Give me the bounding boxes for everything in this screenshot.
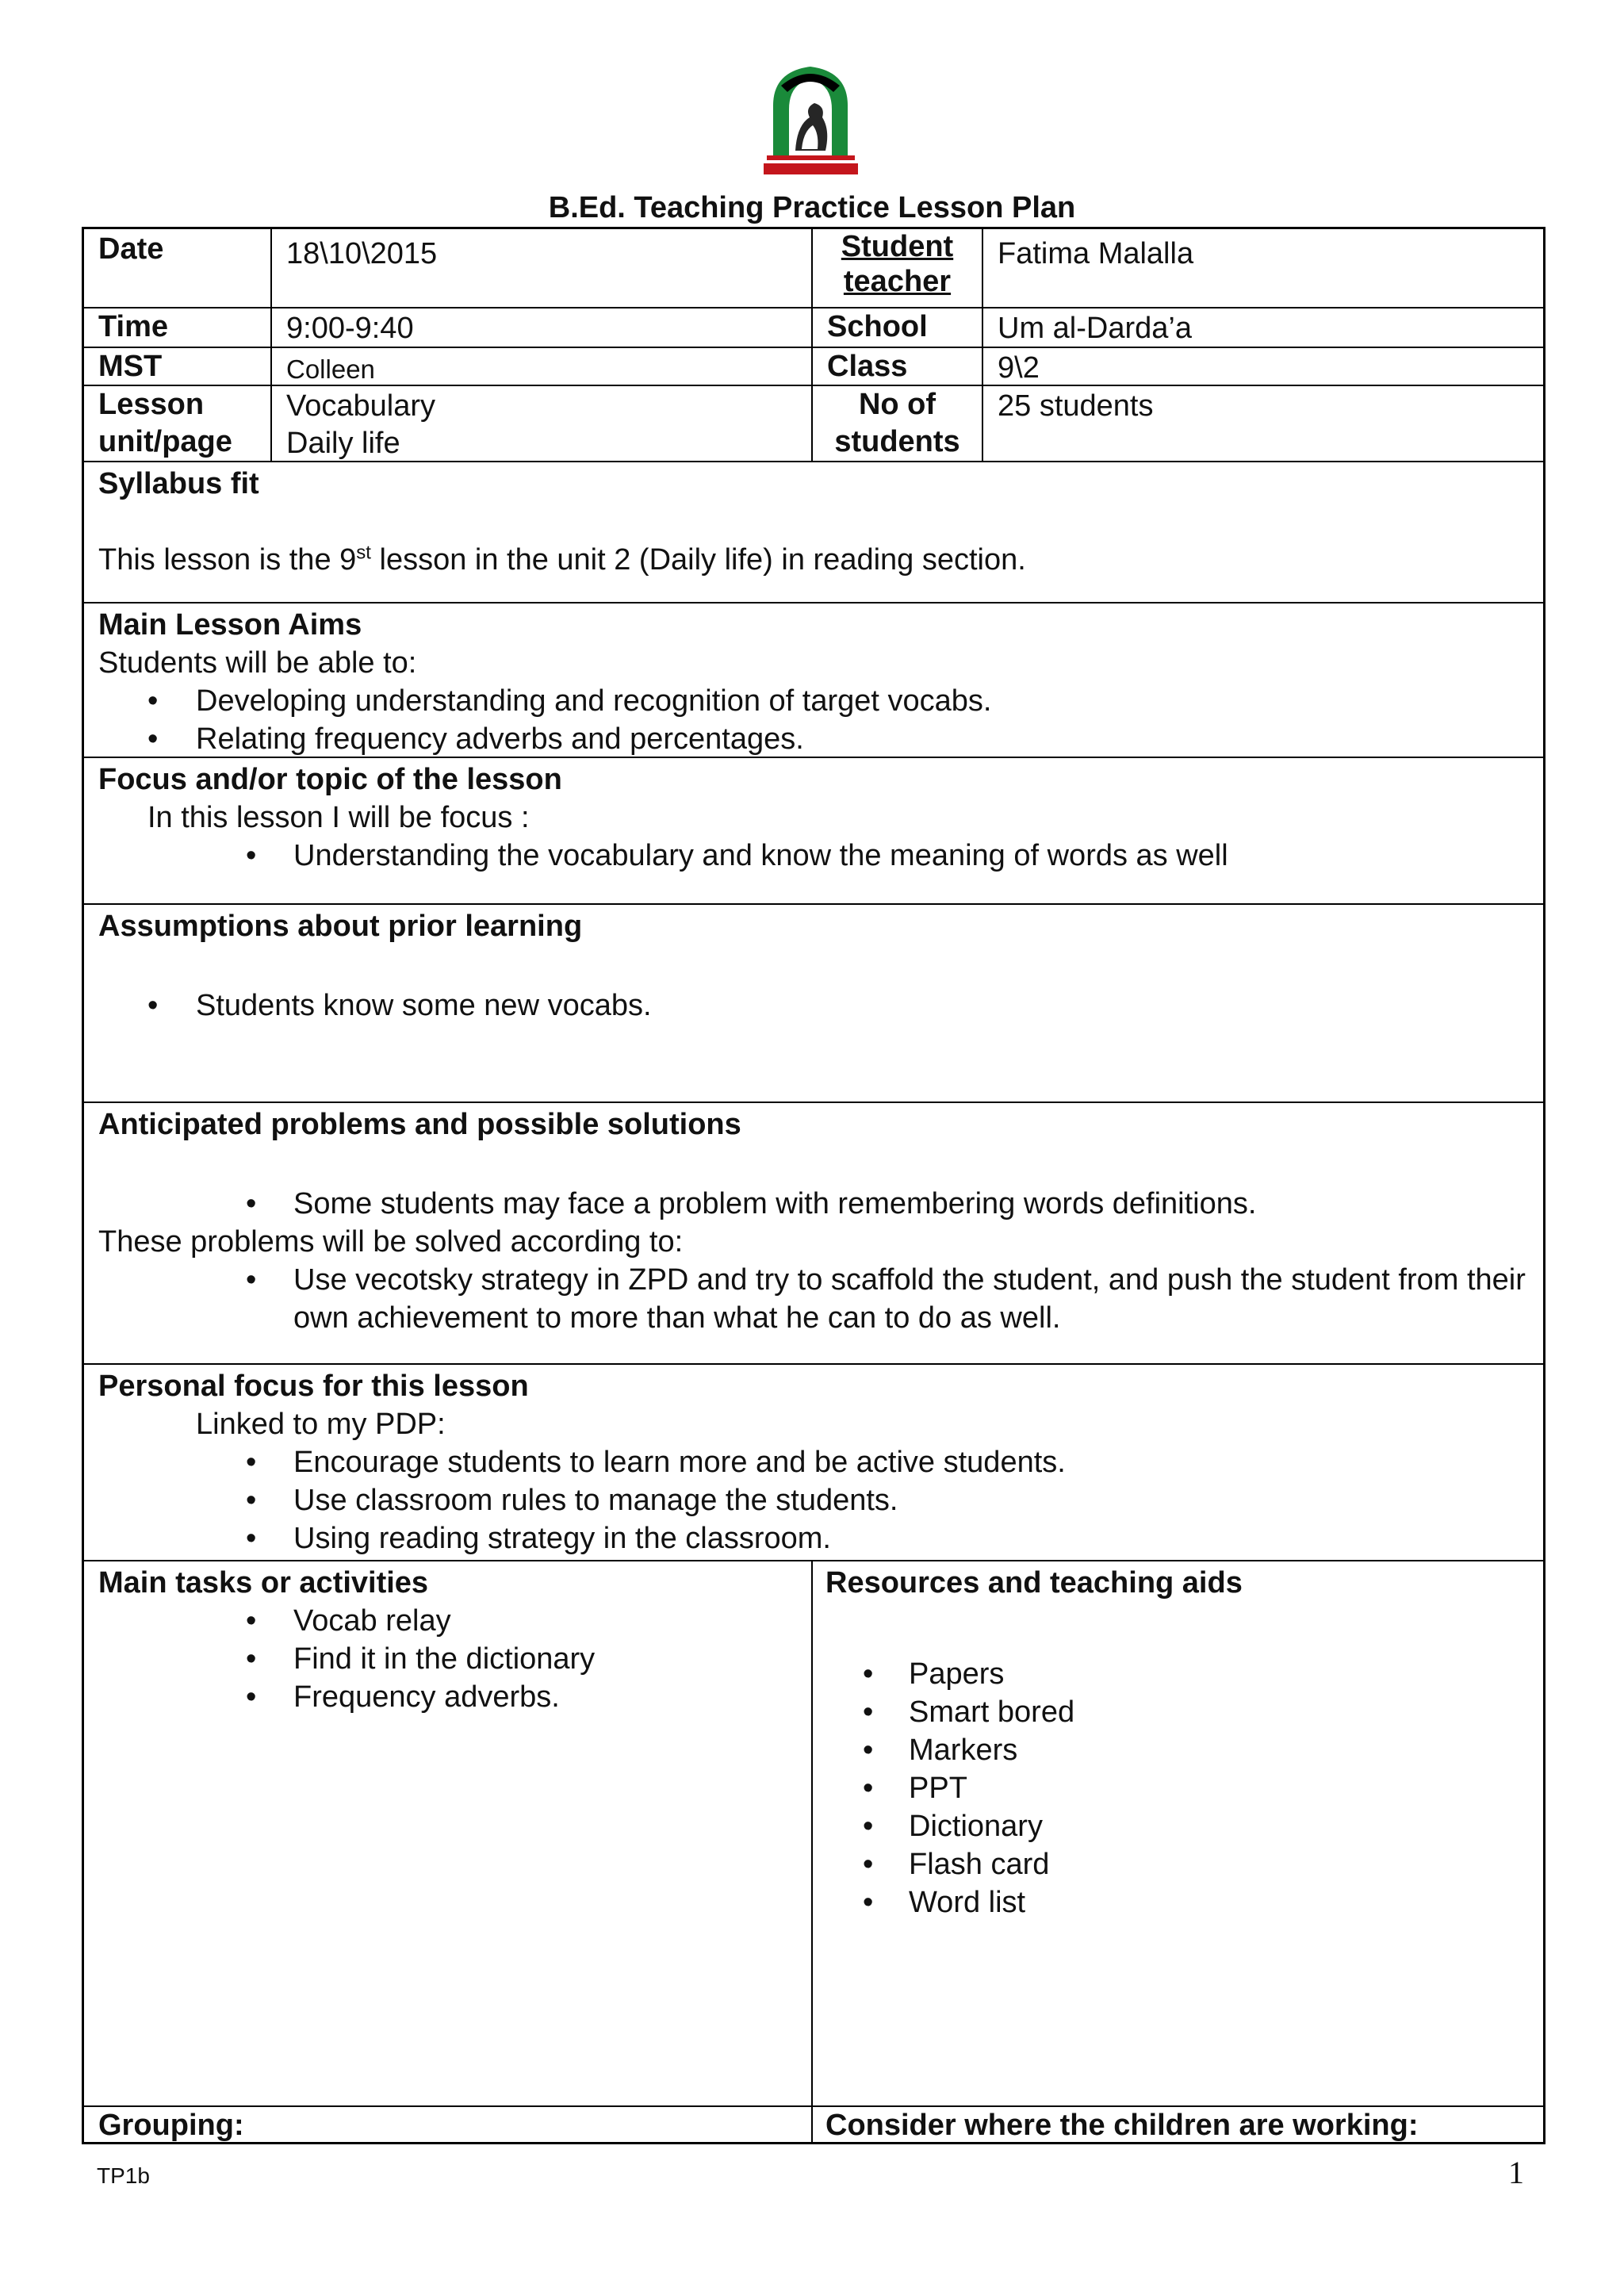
- syllabus-text-pre: This lesson is the 9: [98, 543, 357, 577]
- document-title: B.Ed. Teaching Practice Lesson Plan: [548, 191, 1076, 224]
- mst-label: MST: [98, 350, 163, 383]
- list-item: • Frequency adverbs.: [98, 1678, 1529, 1716]
- problems-list: [98, 1185, 1529, 1223]
- focus-list: [98, 837, 1529, 875]
- list-item: • Developing understanding and recognition of target vocabs.: [98, 682, 1529, 720]
- lesson-plan-table: [82, 227, 1545, 2144]
- students-value: 25 students: [998, 389, 1154, 423]
- resources-list: [84, 1655, 1074, 1921]
- grouping-heading: Grouping:: [98, 2109, 244, 2142]
- class-value: 9\2: [998, 351, 1040, 385]
- mst-value: Colleen: [286, 354, 375, 384]
- section-personal: [84, 1363, 1543, 1560]
- list-item: • Vocab relay: [98, 1602, 1529, 1640]
- personal-list: [98, 1443, 1529, 1557]
- school-label: School: [827, 310, 928, 343]
- list-item: • Smart bored: [84, 1693, 1074, 1731]
- syllabus-heading: Syllabus fit: [98, 467, 259, 500]
- section-aims: [84, 602, 1543, 757]
- row-time: [84, 307, 1543, 347]
- list-item: • Understanding the vocabulary and know the meaning of words as well: [98, 837, 1529, 875]
- section-focus: [84, 757, 1543, 903]
- section-assumptions: [84, 903, 1543, 1102]
- time-value: 9:00-9:40: [286, 312, 414, 345]
- row-mst: [84, 347, 1543, 385]
- date-value: 18\10\2015: [286, 237, 438, 270]
- assumptions-list: [98, 987, 1529, 1025]
- students-label-line2: students: [834, 425, 960, 458]
- list-item: • Markers: [84, 1731, 1074, 1769]
- lesson-label-line1: Lesson: [98, 388, 205, 421]
- list-item: • Dictionary: [84, 1807, 1074, 1845]
- list-item: • Word list: [84, 1883, 1074, 1921]
- syllabus-text-sup: st: [356, 542, 371, 564]
- list-item: • Encourage students to learn more and be active students.: [98, 1443, 1529, 1481]
- list-item: • Some students may face a problem with remembering words definitions.: [98, 1185, 1529, 1223]
- focus-intro: In this lesson I will be focus :: [147, 801, 530, 834]
- aims-intro: Students will be able to:: [98, 646, 417, 680]
- page-number: 1: [1508, 2155, 1524, 2190]
- syllabus-text: [98, 541, 1529, 579]
- list-item: • Flash card: [84, 1845, 1074, 1883]
- assumptions-heading: Assumptions about prior learning: [98, 910, 583, 943]
- list-item: • PPT: [84, 1769, 1074, 1807]
- class-label: Class: [827, 350, 908, 383]
- section-syllabus: [84, 461, 1543, 602]
- aims-list: [98, 682, 1529, 758]
- row-lesson: [84, 385, 1543, 461]
- resources-heading: Resources and teaching aids: [825, 1566, 1243, 1600]
- list-item: • Using reading strategy in the classroom.: [98, 1519, 1529, 1557]
- student-teacher-label-line1: Student: [841, 230, 954, 263]
- section-problems: [84, 1102, 1543, 1363]
- row-date: [84, 229, 1543, 307]
- university-crest-logo: [757, 62, 864, 177]
- lesson-value-line1: Vocabulary: [286, 389, 436, 423]
- section-tasks-resources: [84, 1560, 1543, 2105]
- students-label-line1: No of: [858, 388, 936, 421]
- student-teacher-value: Fatima Malalla: [998, 237, 1194, 270]
- lesson-value-line2: Daily life: [286, 427, 400, 460]
- personal-heading: Personal focus for this lesson: [98, 1370, 529, 1403]
- list-item: • Use classroom rules to manage the students.: [98, 1481, 1529, 1519]
- focus-heading: Focus and/or topic of the lesson: [98, 763, 562, 796]
- tasks-heading: Main tasks or activities: [98, 1566, 429, 1600]
- list-item: • Relating frequency adverbs and percentages.: [98, 720, 1529, 758]
- consider-heading: Consider where the children are working:: [825, 2109, 1419, 2142]
- resources-column: [825, 1565, 1243, 1602]
- date-label: Date: [98, 232, 164, 266]
- aims-heading: Main Lesson Aims: [98, 608, 362, 642]
- section-grouping: [84, 2105, 1543, 2144]
- footer-code: TP1b: [97, 2163, 150, 2188]
- list-item: • Use vecotsky strategy in ZPD and try to scaffold the student, and push the student from their own achievement to more than what he can to do as well.: [98, 1261, 1529, 1337]
- syllabus-text-post: lesson in the unit 2 (Daily life) in reading section.: [370, 543, 1026, 577]
- lesson-label-line2: unit/page: [98, 425, 232, 458]
- time-label: Time: [98, 310, 169, 343]
- list-item: • Students know some new vocabs.: [98, 987, 1529, 1025]
- solutions-list: [98, 1261, 1529, 1337]
- student-teacher-label-line2: teacher: [843, 265, 952, 298]
- school-value: Um al-Darda’a: [998, 312, 1192, 345]
- list-item: • Find it in the dictionary: [98, 1640, 1529, 1678]
- problems-heading: Anticipated problems and possible solutions: [98, 1108, 741, 1141]
- personal-intro: Linked to my PDP:: [196, 1408, 446, 1441]
- list-item: • Papers: [84, 1655, 1074, 1693]
- problems-middle: These problems will be solved according to:: [98, 1225, 684, 1259]
